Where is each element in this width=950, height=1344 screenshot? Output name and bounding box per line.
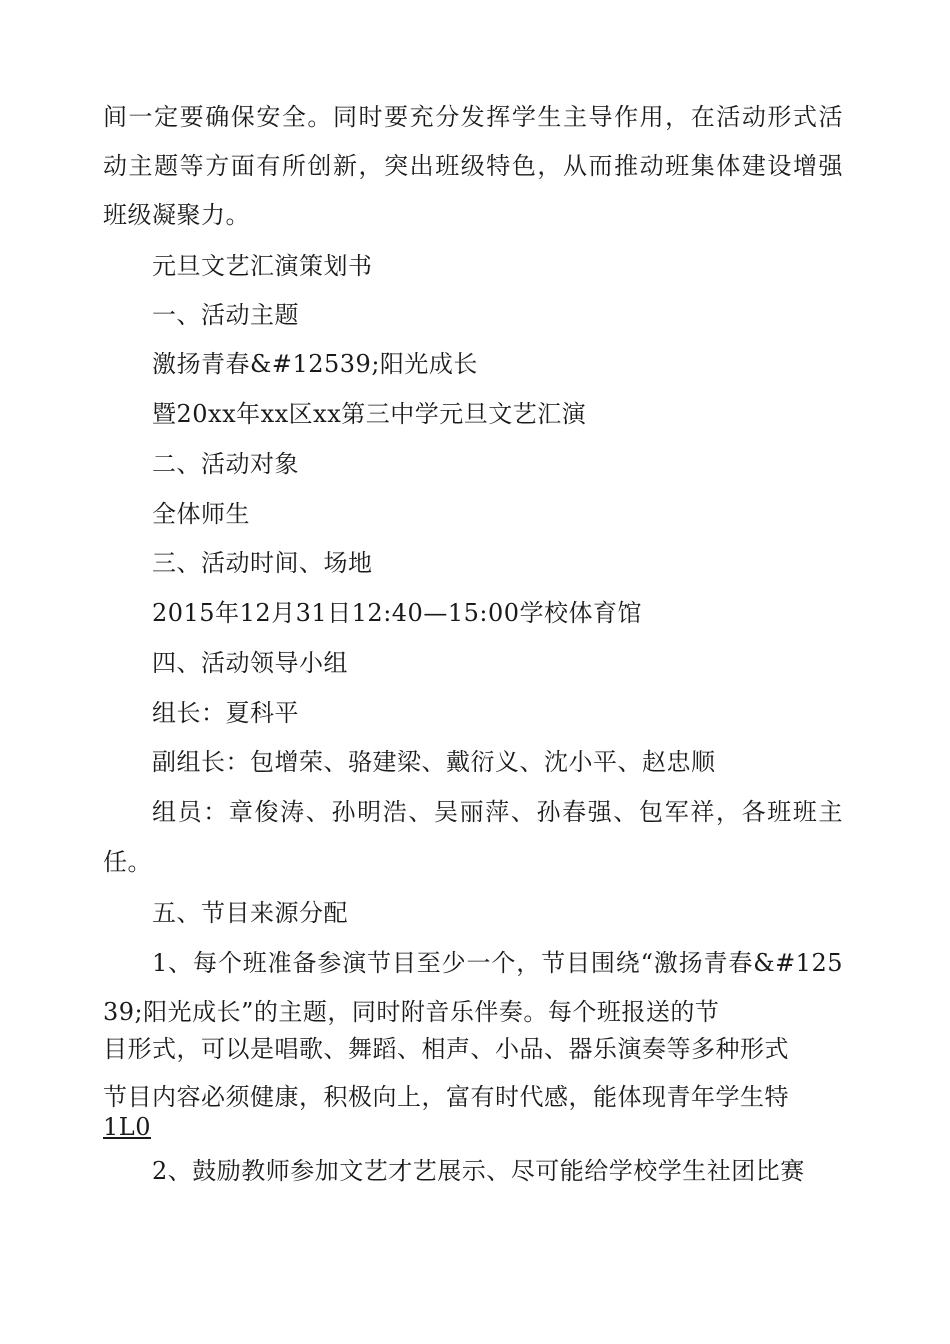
program-item-1-line-1: 1、每个班准备参演节目至少一个，节目围绕“激扬青春&#125 [152,949,843,977]
leader-text: 组长：夏科平 [152,699,299,727]
members-line-2: 任。 [103,848,152,876]
audience-text: 全体师生 [152,500,250,528]
deputy-leaders-text: 副组长：包增荣、骆建梁、戴衍义、沈小平、赵忠顺 [152,748,716,776]
paragraph-line-1: 间一定要确保安全。同时要充分发挥学生主导作用，在活动形式活 [103,103,843,131]
section-heading-theme: 一、活动主题 [152,301,299,329]
theme-subtitle: 暨20xx年xx区xx第三中学元旦文艺汇演 [152,400,587,428]
program-item-1-line-4: 节目内容必须健康，积极向上，富有时代感，能体现青年学生特 [103,1083,789,1111]
document-title: 元旦文艺汇演策划书 [152,252,373,280]
section-heading-time-place: 三、活动时间、场地 [152,549,373,577]
section-heading-leadership: 四、活动领导小组 [152,649,348,677]
section-heading-program-source: 五、节目来源分配 [152,899,348,927]
time-place-text: 2015年12月31日12:40—15:00学校体育馆 [152,599,642,627]
paragraph-line-3: 班级凝聚力。 [103,201,250,229]
members-line-1: 组员：章俊涛、孙明浩、吴丽萍、孙春强、包军祥，各班班主 [152,798,843,826]
program-item-1-line-5: 1L0 [103,1113,151,1141]
section-heading-audience: 二、活动对象 [152,450,299,478]
program-item-1-line-3: 目形式，可以是唱歌、舞蹈、相声、小品、器乐演奏等多种形式 [103,1035,789,1063]
program-item-1-line-2: 39;阳光成长”的主题，同时附音乐伴奏。每个班报送的节 [103,998,720,1026]
paragraph-line-2: 动主题等方面有所创新，突出班级特色，从而推动班集体建设增强 [103,152,843,180]
program-item-2-line-1: 2、鼓励教师参加文艺才艺展示、尽可能给学校学生社团比赛 [152,1157,805,1185]
theme-text: 激扬青春&#12539;阳光成长 [152,350,478,378]
